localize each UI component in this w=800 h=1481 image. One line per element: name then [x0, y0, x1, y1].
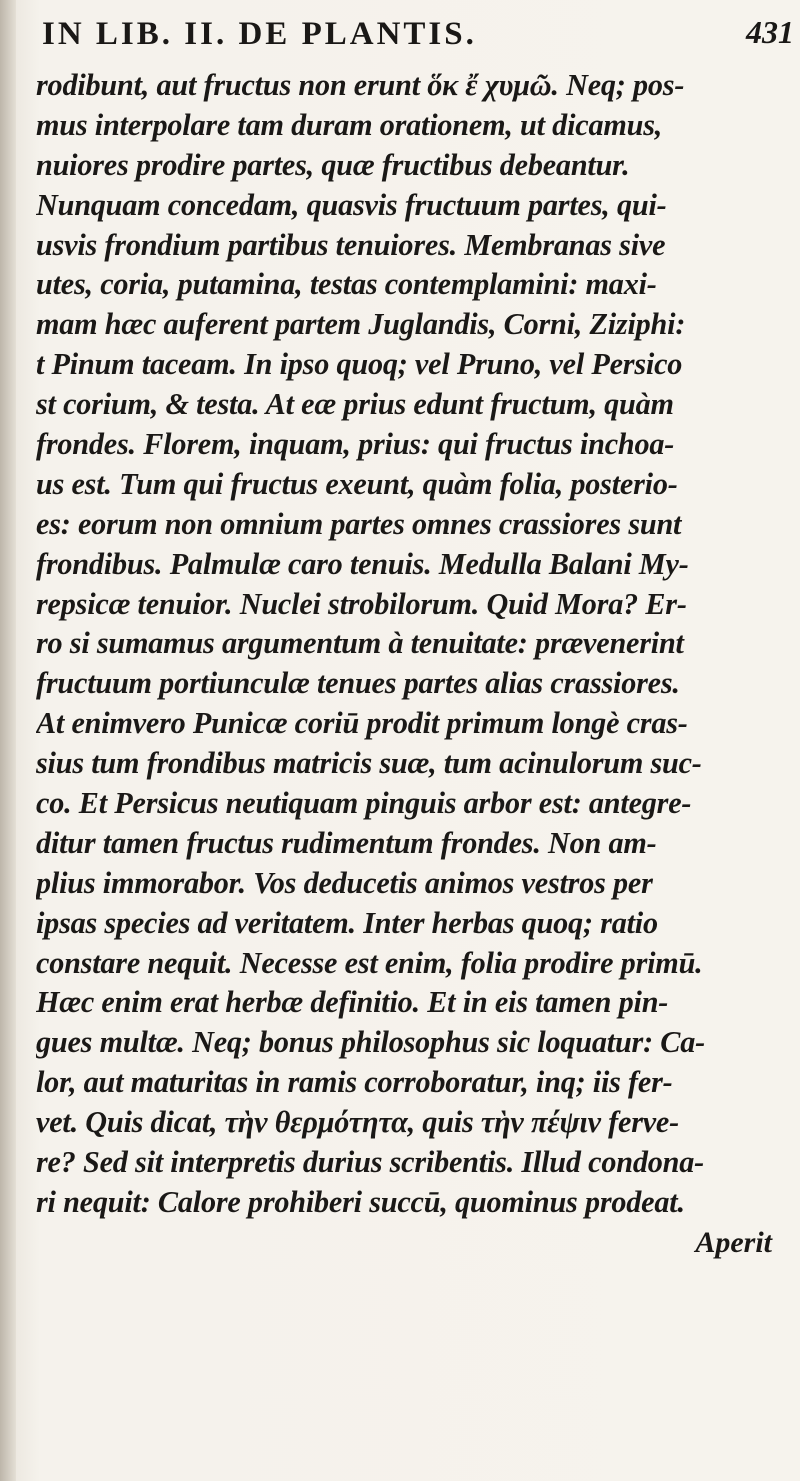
- text-line: ro si sumamus argumentum à tenuitate: prævenerint: [36, 626, 684, 661]
- text-line: constare nequit. Necesse est enim, folia prodire primū.: [36, 945, 703, 980]
- text-line: ditur tamen fructus rudimentum frondes. Non am-: [36, 825, 657, 860]
- text-line: frondibus. Palmulæ caro tenuis. Medulla Balani My-: [36, 546, 689, 581]
- running-title: IN LIB. II. DE PLANTIS.: [42, 16, 477, 52]
- text-line: co. Et Persicus neutiquam pinguis arbor est: antegre-: [36, 786, 692, 821]
- text-line: Hæc enim erat herbæ definitio. Et in eis tamen pin-: [36, 985, 669, 1020]
- body-text: [36, 66, 800, 1263]
- text-line: re? Sed sit interpretis durius scribentis. Illud condona-: [36, 1145, 704, 1180]
- text-line: rodibunt, aut fructus non erunt ὅκ ἔ χυμῶ. Neq; pos-: [36, 68, 685, 102]
- text-line: nuiores prodire partes, quæ fructibus debeantur.: [36, 147, 630, 182]
- text-line: frondes. Florem, inquam, prius: qui fructus inchoa-: [36, 427, 675, 462]
- page-number: 431: [746, 14, 794, 50]
- text-line: us est. Tum qui fructus exeunt, quàm folia, posterio-: [36, 466, 678, 501]
- text-line: t Pinum taceam. In ipso quoq; vel Pruno, vel Persico: [36, 347, 683, 382]
- text-line: st corium, & testa. At eæ prius edunt fructum, quàm: [36, 387, 674, 422]
- binding-gutter: [0, 0, 16, 1481]
- text-line: ri nequit: Calore prohiberi succū, quominus prodeat.: [36, 1184, 685, 1219]
- text-line: fructuum portiunculæ tenues partes alias crassiores.: [36, 666, 680, 701]
- text-line: usvis frondium partibus tenuiores. Membranas sive: [36, 227, 666, 262]
- catchword-line: [36, 1223, 800, 1263]
- text-line: mam hæc auferent partem Juglandis, Corni, Ziziphi:: [36, 307, 686, 342]
- text-line: vet. Quis dicat, τὴν θερμότητα, quis τὴν πέψιν ferve-: [36, 1105, 679, 1140]
- text-line: sius tum frondibus matricis suæ, tum acinulorum suc-: [36, 746, 702, 781]
- text-line: es: eorum non omnium partes omnes crassiores sunt: [36, 506, 682, 541]
- text-line: ipsas species ad veritatem. Inter herbas quoq; ratio: [36, 905, 658, 940]
- text-line: gues multæ. Neq; bonus philosophus sic loquatur: Ca-: [36, 1025, 705, 1060]
- text-line: repsicæ tenuior. Nuclei strobilorum. Quid Mora? Er-: [36, 586, 687, 621]
- text-line: utes, coria, putamina, testas contemplamini: maxi-: [36, 267, 657, 302]
- text-line: lor, aut maturitas in ramis corroboratur, inq; iis fer-: [36, 1065, 673, 1100]
- catchword: Aperit: [695, 1225, 772, 1259]
- text-line: mus interpolare tam duram orationem, ut dicamus,: [36, 107, 663, 142]
- page-header: [34, 10, 794, 56]
- text-line: At enimvero Punicæ coriū prodit primum longè cras-: [36, 706, 688, 741]
- text-line: plius immorabor. Vos deducetis animos vestros per: [36, 865, 653, 900]
- text-line: Nunquam concedam, quasvis fructuum partes, qui-: [36, 187, 667, 222]
